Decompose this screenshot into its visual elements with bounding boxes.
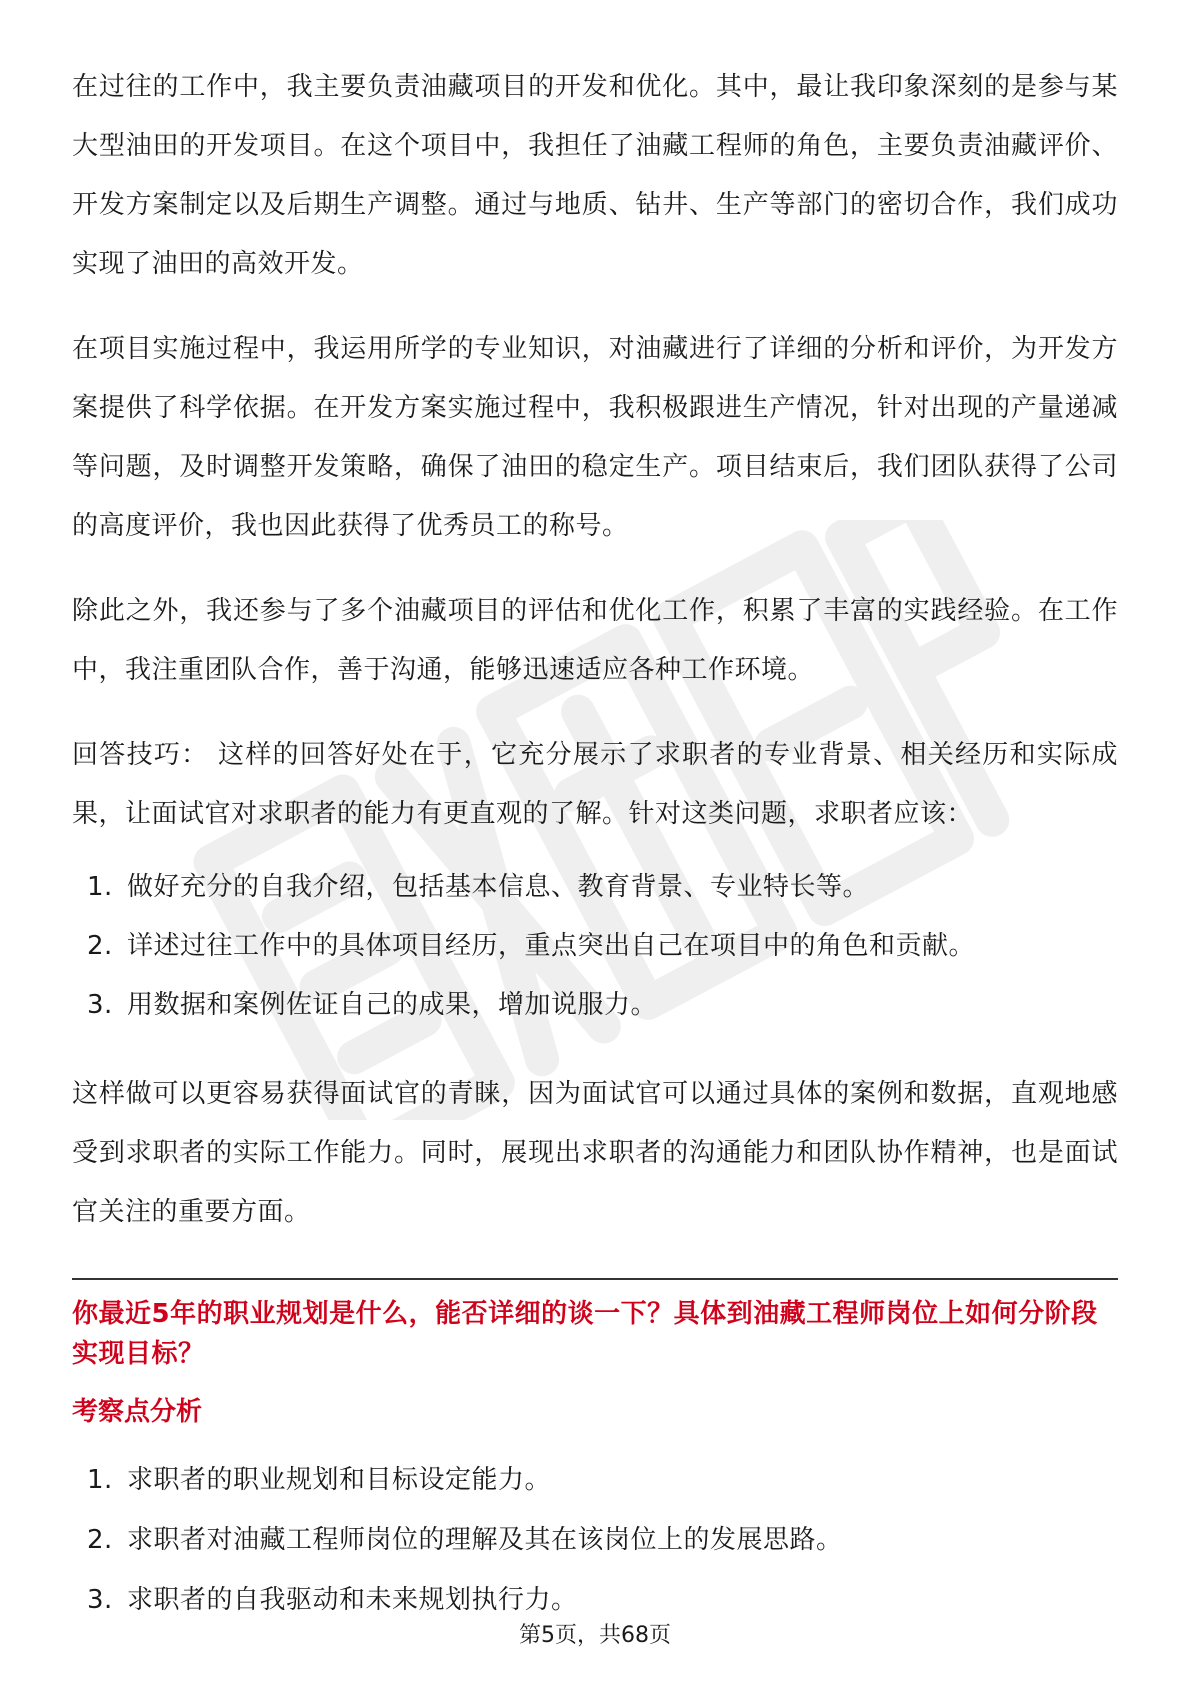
answer-tips-paragraph: 回答技巧： 这样的回答好处在于，它充分展示了求职者的专业背景、相关经历和实际成果，让面试官对求职者的能力有更直观的了解。针对这类问题，求职者应该： — [72, 740, 1118, 829]
list-item — [72, 858, 1118, 917]
list-item-text: 详述过往工作中的具体项目经历，重点突出自己在项目中的角色和贡献。 — [127, 931, 976, 961]
list-item-text: 做好充分的自我介绍，包括基本信息、教育背景、专业特长等。 — [127, 872, 870, 902]
list-item — [72, 917, 1118, 976]
page-number-footer: 第5页，共68页 — [519, 1623, 671, 1648]
body-paragraph-2: 在项目实施过程中，我运用所学的专业知识，对油藏进行了详细的分析和评价，为开发方案提供了科学依据。在开发方案实施过程中，我积极跟进生产情况，针对出现的产量递减等问题，及时调整开发策略，确保了油田的稳定生产。项目结束后，我们团队获得了公司的高度评价，我也因此获得了优秀员工的称号。 — [72, 334, 1118, 541]
list-item — [72, 1510, 1118, 1570]
list-item-number: 2. — [87, 931, 113, 961]
list-item-text: 用数据和案例佐证自己的成果，增加说服力。 — [127, 990, 658, 1020]
conclusion-paragraph: 这样做可以更容易获得面试官的青睐，因为面试官可以通过具体的案例和数据，直观地感受到求职者的实际工作能力。同时，展现出求职者的沟通能力和团队协作精神，也是面试官关注的重要方面。 — [72, 1079, 1118, 1227]
list-item-number: 3. — [87, 990, 113, 1020]
body-paragraph-1: 在过往的工作中，我主要负责油藏项目的开发和优化。其中，最让我印象深刻的是参与某大型油田的开发项目。在这个项目中，我担任了油藏工程师的角色，主要负责油藏评价、开发方案制定以及后期生产调整。通过与地质、钻井、生产等部门的密切合作，我们成功实现了油田的高效开发。 — [72, 72, 1118, 279]
body-paragraph-3: 除此之外，我还参与了多个油藏项目的评估和优化工作，积累了丰富的实践经验。在工作中，我注重团队合作，善于沟通，能够迅速适应各种工作环境。 — [72, 596, 1118, 685]
document-page — [72, 58, 1118, 1660]
list-item-number: 1. — [87, 872, 113, 902]
list-item — [72, 1450, 1118, 1510]
list-item-number: 1. — [87, 1465, 113, 1495]
tips-list — [72, 858, 1118, 1035]
analysis-list — [72, 1450, 1118, 1630]
list-item — [72, 976, 1118, 1035]
list-item-text: 求职者对油藏工程师岗位的理解及其在该岗位上的发展思路。 — [127, 1525, 843, 1555]
list-item-number: 3. — [87, 1585, 113, 1615]
list-item-number: 2. — [87, 1525, 113, 1555]
list-item-text: 求职者的职业规划和目标设定能力。 — [127, 1465, 552, 1495]
analysis-heading: 考察点分析 — [72, 1397, 203, 1427]
section-divider — [72, 1278, 1118, 1280]
list-item-text: 求职者的自我驱动和未来规划执行力。 — [127, 1585, 578, 1615]
interview-question-heading: 你最近5年的职业规划是什么，能否详细的谈一下？具体到油藏工程师岗位上如何分阶段实现目标？ — [72, 1299, 1098, 1369]
